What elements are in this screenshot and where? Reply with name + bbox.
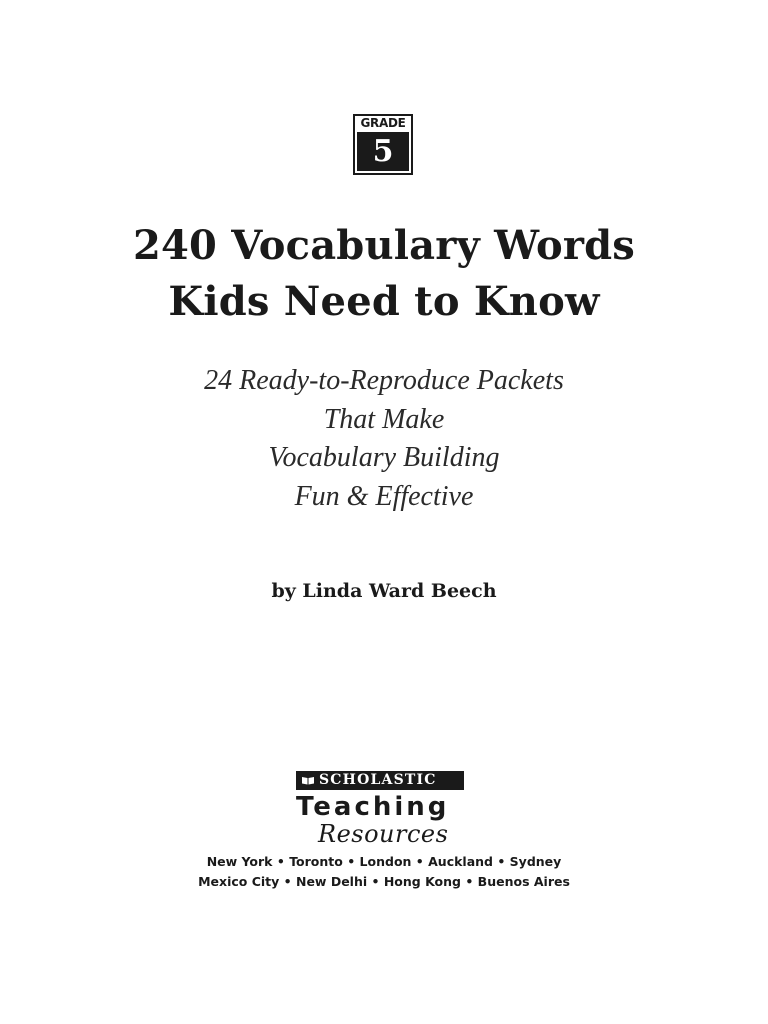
book-subtitle-line-3: Vocabulary Building xyxy=(268,442,500,473)
scholastic-brand-name: SCHOLASTIC xyxy=(319,772,437,788)
author-byline: by Linda Ward Beech xyxy=(271,580,497,602)
book-subtitle-line-1: 24 Ready-to-Reproduce Packets xyxy=(204,365,564,396)
book-subtitle-line-4: Fun & Effective xyxy=(294,480,474,512)
book-subtitle-line-2: That Make xyxy=(323,403,445,435)
book-subtitle xyxy=(0,362,768,516)
grade-number: 5 xyxy=(357,132,409,171)
publisher-cities-line-2: Mexico City • New Delhi • Hong Kong • Buenos Aires xyxy=(198,874,570,889)
book-title xyxy=(0,218,768,330)
publisher-line-resources: Resources xyxy=(318,820,449,848)
grade-label: GRADE xyxy=(360,116,406,130)
publisher-logo xyxy=(296,771,468,849)
scholastic-brand-bar xyxy=(296,771,464,790)
book-title-line-1: 240 Vocabulary Words xyxy=(132,222,636,269)
publisher-cities xyxy=(0,852,768,892)
publisher-cities-line-1: New York • Toronto • London • Auckland • Sydney xyxy=(206,854,562,869)
book-title-line-2: Kids Need to Know xyxy=(168,278,600,325)
publisher-line-teaching: Teaching xyxy=(296,792,450,822)
grade-badge xyxy=(353,114,413,175)
open-book-icon xyxy=(301,775,315,785)
